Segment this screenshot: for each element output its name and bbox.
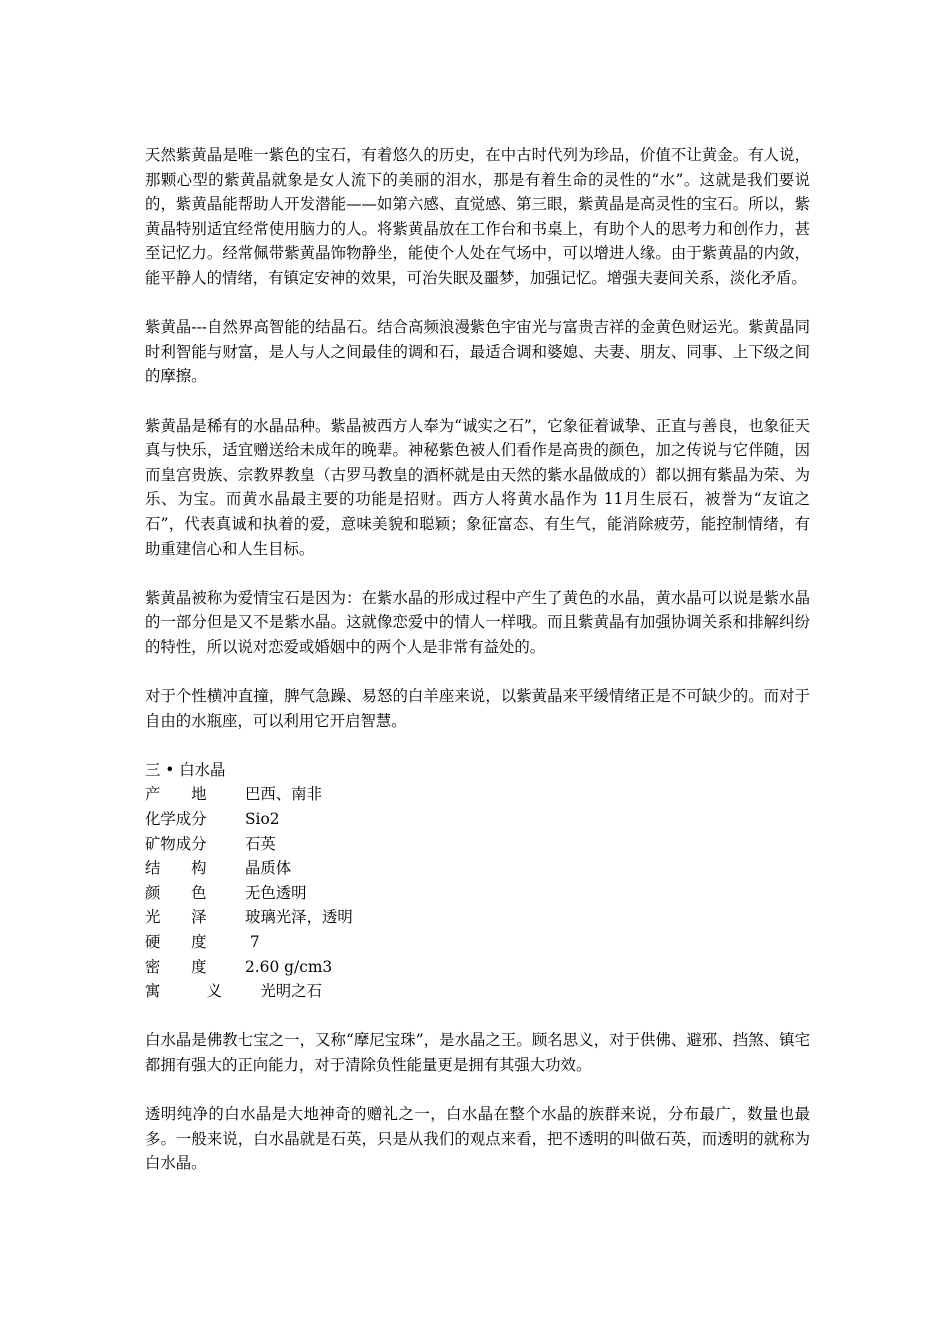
property-key: 结 构 bbox=[145, 859, 207, 878]
paragraph-nature: 紫黄晶---自然界高智能的结晶石。结合高频浪漫紫色宇宙光与富贵吉祥的金黄色财运光。紫黄晶同时利智能与财富，是人与人之间最佳的调和石，最适合调和婆媳、夫妻、朋友、同事、上下级之间的摩擦。 bbox=[145, 318, 810, 386]
property-key: 寓 义 bbox=[145, 982, 222, 1001]
paragraph-rarity: 紫黄晶是稀有的水晶品种。紫晶被西方人奉为“诚实之石”，它象征着诚挚、正直与善良，也象征天真与快乐，适宜赠送给未成年的晚辈。神秘紫色被人们看作是高贵的颜色，加之传说与它伴随，因而皇宫贵族、宗教界教皇（古罗马教皇的酒杯就是由天然的紫水晶做成的）都以拥有紫晶为荣、为乐、为宝。而黄水晶最主要的功能是招财。西方人将黄水晶作为 11月生辰石，被誉为“友谊之石”，代表真诚和执着的爱，意味美貌和聪颖；象征富态、有生气，能消除疲劳，能控制情绪，有助重建信心和人生目标。 bbox=[145, 416, 810, 558]
document-page bbox=[145, 143, 810, 1201]
paragraph-clear-quartz-intro: 白水晶是佛教七宝之一，又称“摩尼宝珠”，是水晶之王。顾名思义，对于供佛、避邪、挡煞、镇宅都拥有强大的正向能力，对于清除负性能量更是拥有其强大功效。 bbox=[145, 1031, 810, 1074]
property-table bbox=[145, 782, 810, 1003]
property-row-mineral bbox=[145, 832, 810, 857]
property-row-origin bbox=[145, 782, 810, 807]
property-value: 无色透明 bbox=[245, 883, 307, 902]
property-row-meaning bbox=[145, 979, 810, 1004]
property-row-hardness bbox=[145, 930, 810, 955]
property-key: 密 度 bbox=[145, 957, 207, 976]
paragraph-clear-quartz-detail: 透明纯净的白水晶是大地神奇的赠礼之一，白水晶在整个水晶的族群来说，分布最广，数量也最多。一般来说，白水晶就是石英，只是从我们的观点来看，把不透明的叫做石英，而透明的就称为白水晶。 bbox=[145, 1105, 810, 1173]
property-key: 矿物成分 bbox=[145, 834, 207, 853]
property-value: 7 bbox=[245, 933, 260, 951]
property-key: 光 泽 bbox=[145, 908, 207, 927]
property-value: 玻璃光泽，透明 bbox=[245, 908, 353, 927]
property-value: Sio2 bbox=[245, 810, 280, 829]
property-row-chemistry bbox=[145, 807, 810, 832]
paragraph-intro: 天然紫黄晶是唯一紫色的宝石，有着悠久的历史，在中古时代列为珍品，价值不让黄金。有人说，那颗心型的紫黄晶就象是女人流下的美丽的泪水，那是有着生命的灵性的“水”。这就是我们要说的，紫黄晶能帮助人开发潜能——如第六感、直觉感、第三眼，紫黄晶是高灵性的宝石。所以，紫黄晶特别适宜经常使用脑力的人。将紫黄晶放在工作台和书桌上，有助个人的思考力和创作力，甚至记忆力。经常佩带紫黄晶饰物静坐，能使个人处在气场中，可以增进人缘。由于紫黄晶的内敛，能平静人的情绪，有镇定安神的效果，可治失眠及噩梦，加强记忆。增强夫妻间关系，淡化矛盾。 bbox=[145, 146, 810, 287]
property-row-luster bbox=[145, 905, 810, 930]
property-row-color bbox=[145, 881, 810, 906]
property-value: 2.60 g/cm3 bbox=[245, 957, 333, 976]
property-key: 产 地 bbox=[145, 785, 207, 804]
section-title: 三 • 白水晶 bbox=[145, 760, 226, 779]
property-key: 化学成分 bbox=[145, 810, 207, 829]
property-value: 光明之石 bbox=[245, 982, 322, 1001]
property-value: 晶质体 bbox=[245, 859, 292, 878]
property-value: 巴西、南非 bbox=[245, 785, 322, 804]
property-row-density bbox=[145, 955, 810, 980]
paragraph-love: 紫黄晶被称为爱情宝石是因为：在紫水晶的形成过程中产生了黄色的水晶，黄水晶可以说是紫水晶的一部分但是又不是紫水晶。这就像恋爱中的情人一样哦。而且紫黄晶有加强协调关系和排解纠纷的特性，所以说对恋爱或婚姻中的两个人是非常有益处的。 bbox=[145, 588, 810, 656]
property-key: 硬 度 bbox=[145, 933, 207, 951]
paragraph-zodiac: 对于个性横冲直撞，脾气急躁、易怒的白羊座来说，以紫黄晶来平缓情绪正是不可缺少的。而对于自由的水瓶座，可以利用它开启智慧。 bbox=[145, 687, 810, 730]
property-row-structure bbox=[145, 856, 810, 881]
property-value: 石英 bbox=[245, 834, 276, 853]
property-key: 颜 色 bbox=[145, 883, 207, 902]
